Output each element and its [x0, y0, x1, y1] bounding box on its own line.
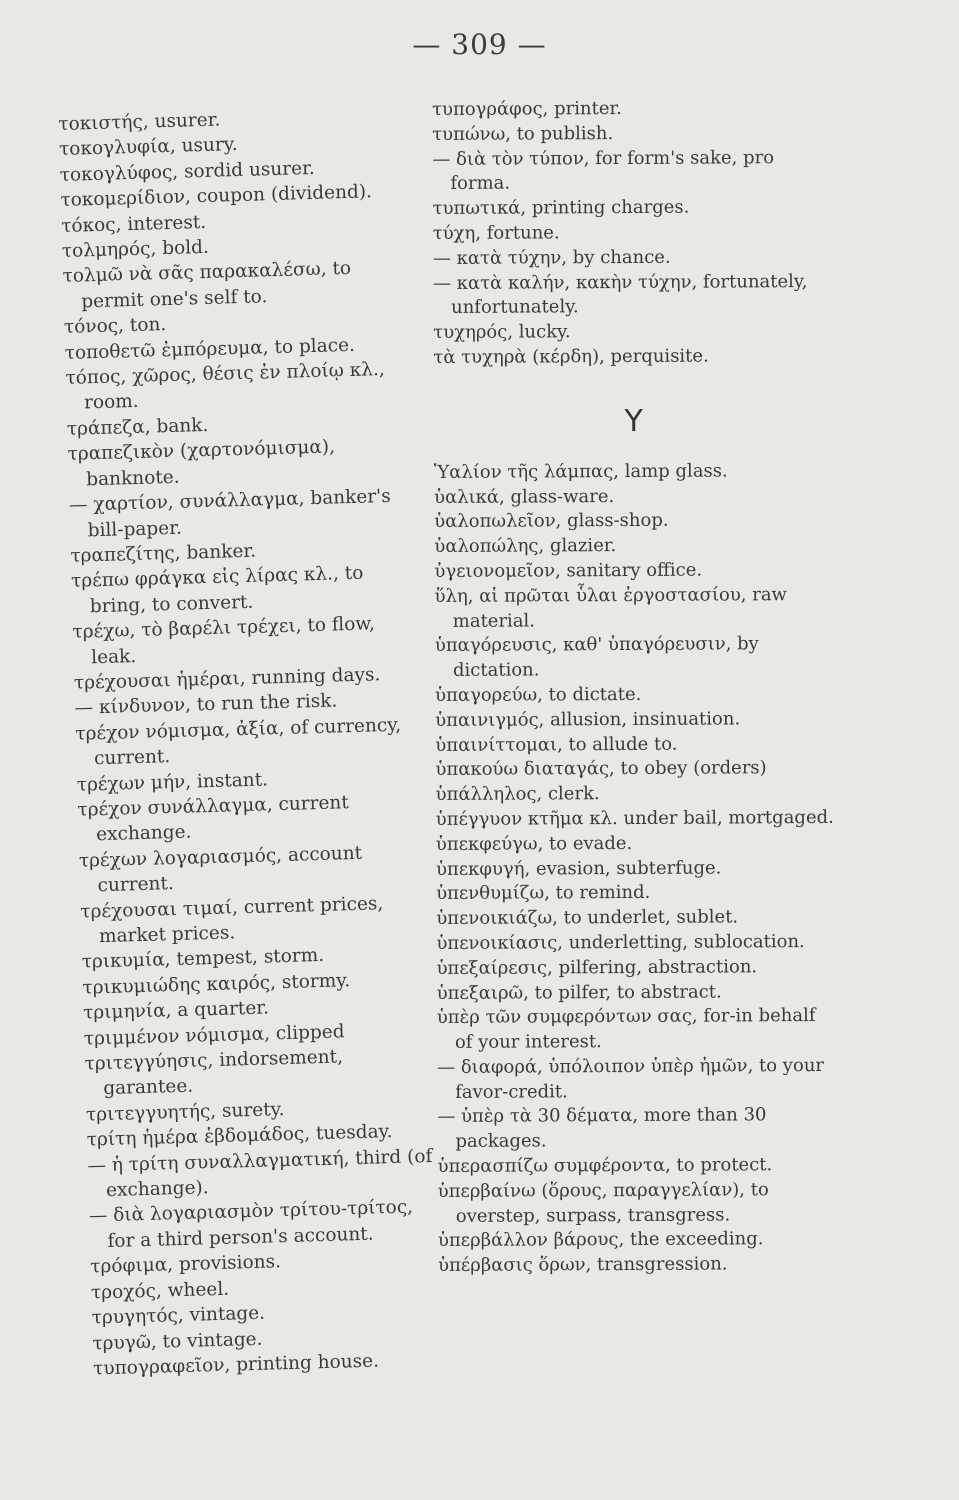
dictionary-entry: — ἡ τρίτη συναλλαγματική, third (of exchange). [87, 1145, 433, 1202]
right-column-entries-bottom [434, 459, 838, 1279]
dictionary-entry: ὑαλικά, glass-ware. [434, 485, 615, 508]
dictionary-entry: ὑπεκφεύγω, to evade. [435, 832, 633, 855]
dictionary-entry: τρίτη ἡμέρα ἑβδομάδος, tuesday. [86, 1121, 393, 1151]
dictionary-entry: τρυγητός, vintage. [91, 1302, 266, 1329]
dictionary-entry: τρέχον συνάλλαγμα, current exchange. [77, 792, 350, 846]
dictionary-entry: ὑπενοικιάζω, to underlet, sublet. [436, 906, 739, 930]
dictionary-entry: τύχη, fortune. [432, 222, 560, 244]
dictionary-entry: — κατὰ τύχην, by chance. [432, 246, 671, 269]
dictionary-entry: — κίνδυνον, to run the risk. [74, 690, 338, 720]
dictionary-entry: τολμηρός, bold. [61, 236, 210, 262]
dictionary-entry: ὑπαινιγμός, allusion, insinuation. [435, 708, 741, 731]
left-column [58, 102, 443, 1382]
dictionary-entry: τρέχουσαι τιμαί, current prices, market prices. [80, 892, 384, 948]
dictionary-entry: τόνος, ton. [63, 314, 167, 339]
dictionary-entry: ὑπακούω διαταγάς, to obey (orders) [435, 757, 767, 781]
dictionary-entry: ὑπερβάλλον βάρους, the exceeding. [437, 1228, 764, 1252]
dictionary-entry: ὕλη, αἱ πρῶται ὗλαι ἐργοστασίου, raw material. [434, 583, 787, 632]
dictionary-entry: τρέχων λογαριασμός, account current. [78, 842, 363, 897]
dictionary-entry: τολμῶ νὰ σᾶς παρακαλέσω, to permit one's self to. [62, 258, 352, 313]
dictionary-entry: ὑπενθυμίζω, to remind. [436, 882, 651, 905]
dictionary-entry: — διὰ τὸν τύπον, for form's sake, pro forma. [432, 146, 775, 195]
dictionary-entry: — ὑπὲρ τὰ 30 δέματα, more than 30 packages. [437, 1104, 767, 1153]
dictionary-entry: ὑπέγγυον κτῆμα κλ. under bail, mortgaged. [435, 806, 834, 830]
dictionary-entry: τρικυμία, tempest, storm. [81, 945, 325, 974]
dictionary-entry: ὑπεξαιρῶ, to pilfer, to abstract. [436, 980, 722, 1004]
dictionary-entry: — κατὰ καλήν, κακὴν τύχην, fortunately, unfortunately. [432, 270, 808, 319]
dictionary-entry: τοκογλύφος, sordid usurer. [59, 157, 316, 186]
dictionary-entry: ὑπερασπίζω συμφέροντα, to protect. [437, 1154, 773, 1178]
dictionary-entry: τοκιστής, usurer. [58, 109, 221, 135]
dictionary-entry: ὑπεκφυγή, evasion, subterfuge. [435, 857, 722, 880]
dictionary-entry: τρυγῶ, to vintage. [92, 1328, 263, 1355]
dictionary-entry: τοκογλυφία, usury. [58, 134, 238, 161]
dictionary-entry: ὑπέρβασις ὅρων, transgression. [438, 1253, 728, 1277]
dictionary-entry: ὑπεξαίρεσις, pilfering, abstraction. [436, 956, 758, 979]
dictionary-entry: ὑπαγορεύω, to dictate. [435, 683, 642, 706]
dictionary-entry: τυπογράφος, printer. [432, 98, 622, 120]
dictionary-entry: τὰ τυχηρὰ (κέρδη), perquisite. [433, 345, 709, 368]
dictionary-entry: Ὑαλίον τῆς λάμπας, lamp glass. [433, 460, 728, 483]
dictionary-entry: τριμηνία, a quarter. [82, 997, 270, 1024]
right-column-entries-top [432, 96, 833, 371]
letter-heading: Y [624, 403, 643, 439]
dictionary-entry: τραπεζικὸν (χαρτονόμισμα), banknote. [67, 436, 336, 491]
page-number: — 309 — [412, 28, 547, 61]
dictionary-entry: τυπογραφεῖον, printing house. [92, 1350, 380, 1380]
dictionary-entry: τόκος, interest. [60, 211, 207, 237]
dictionary-entry: ὑπαγόρευσις, καθ' ὑπαγόρευσιν, by dictation. [434, 633, 759, 682]
dictionary-entry: τυπωτικά, printing charges. [432, 196, 690, 220]
dictionary-entry: τριμμένον νόμισμα, clipped [83, 1020, 345, 1050]
dictionary-entry: τρικυμιώδης καιρός, stormy. [82, 969, 351, 999]
dictionary-entry: τόπος, χῶρος, θέσις ἐν πλοίῳ κλ., room. [65, 359, 386, 414]
dictionary-entry: τρέχω, τὸ βαρέλι τρέχει, to flow, leak. [72, 613, 376, 668]
dictionary-entry: ὑπὲρ τῶν συμφερόντων σας, for-in behalf of your interest. [436, 1005, 816, 1053]
dictionary-entry: τριτεγγύησις, indorsement, garantee. [84, 1046, 344, 1100]
right-column [432, 96, 838, 1279]
dictionary-entry: τοκομερίδιον, coupon (dividend). [60, 181, 373, 212]
dictionary-entry: τριτεγγυητής, surety. [85, 1098, 285, 1126]
dictionary-entry: τυπώνω, to publish. [432, 122, 614, 145]
dictionary-entry: τρέπω φράγκα εἰς λίρας κλ., to bring, to convert. [70, 562, 364, 618]
dictionary-entry: — διὰ λογαριασμὸν τρίτου-τρίτος, for a third person's account. [88, 1196, 414, 1252]
dictionary-entry: τυχηρός, lucky. [433, 321, 571, 344]
dictionary-entry: τρέχον νόμισμα, ἀξία, of currency, current. [75, 714, 402, 770]
dictionary-entry: τοποθετῶ ἐμπόρευμα, to place. [64, 334, 356, 364]
dictionary-entry: ὑπερβαίνω (ὅρους, παραγγελίαν), to overstep, surpass, transgress. [437, 1179, 769, 1227]
dictionary-entry: τρέχουσαι ἡμέραι, running days. [73, 664, 381, 694]
dictionary-entry: τράπεζα, bank. [66, 414, 209, 440]
dictionary-entry: ὑγειονομεῖον, sanitary office. [434, 559, 703, 582]
dictionary-entry: τροχός, wheel. [90, 1278, 230, 1304]
dictionary-entry: τρόφιμα, provisions. [89, 1251, 282, 1278]
dictionary-entry: ὑπαινίττομαι, to allude to. [435, 733, 678, 756]
dictionary-entry: τρέχων μήν, instant. [76, 768, 269, 796]
dictionary-entry: — χαρτίον, συνάλλαγμα, banker's bill-paper. [68, 485, 392, 541]
dictionary-entry: ὑαλοπώλης, glazier. [434, 535, 617, 558]
dictionary-entry: τραπεζίτης, banker. [70, 540, 257, 567]
dictionary-entry: ὑαλοπωλεῖον, glass-shop. [434, 510, 669, 533]
dictionary-entry: — διαφορά, ὑπόλοιπον ὑπὲρ ἡμῶν, to your favor-credit. [437, 1054, 825, 1103]
dictionary-entry: ὑπάλληλος, clerk. [435, 783, 600, 806]
dictionary-entry: ὑπενοικίασις, underletting, sublocation. [436, 930, 805, 954]
